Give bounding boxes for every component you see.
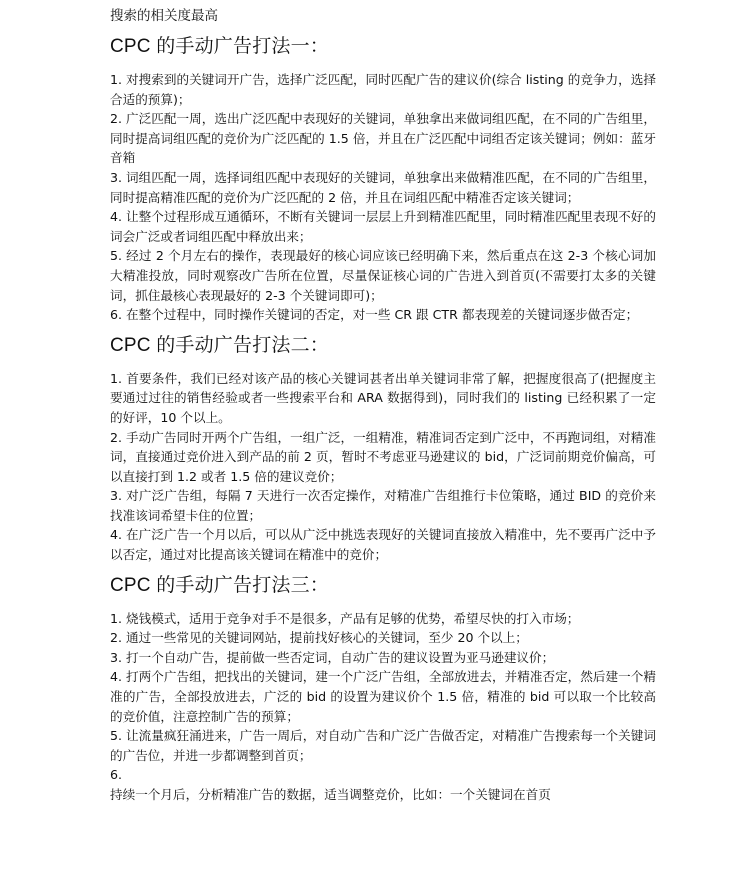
list-item: 1. 烧钱模式，适用于竞争对手不是很多，产品有足够的优势，希望尽快的打入市场；	[110, 610, 580, 626]
list-item: 6.	[110, 767, 123, 783]
list-item: 2. 广泛匹配一周，选出广泛匹配中表现好的关键词，单独拿出来做词组匹配，在不同的广告组里，同时提高词组匹配的竞价为广泛匹配的 1.5 倍，并且在广泛匹配中词组否定该关键词；例如：蓝牙音箱	[110, 111, 656, 166]
list-item: 5. 经过 2 个月左右的操作，表现最好的核心词应该已经明确下来，然后重点在这 2-3 个核心词加大精准投放，同时观察改广告所在位置，尽量保证核心词的广告进入到首页(不需要打太多的关键词，抓住最核心表现最好的 2-3 个关键词即可)；	[110, 248, 656, 303]
list-item: 4. 让整个过程形成互通循环，不断有关键词一层层上升到精准匹配里，同时精准匹配里表现不好的词会广泛或者词组匹配中释放出来；	[110, 209, 656, 244]
list-item: 4. 打两个广告组，把找出的关键词，建一个广泛广告组，全部放进去，并精准否定，然后建一个精准的广告，全部投放进去，广泛的 bid 的设置为建议价个 1.5 倍，精准的 bid 可以取一个比较高的竞价值，注意控制广告的预算；	[110, 669, 656, 724]
list-item: 1. 对搜索到的关键词开广告，选择广泛匹配，同时匹配广告的建议价(综合 listing 的竞争力，选择合适的预算)；	[110, 72, 656, 107]
list-item: 3. 打一个自动广告，提前做一些否定词，自动广告的建议设置为亚马逊建议价；	[110, 649, 555, 665]
list-item: 4. 在广泛广告一个月以后，可以从广泛中挑选表现好的关键词直接放入精准中，先不要再广泛中予以否定，通过对比提高该关键词在精准中的竞价；	[110, 527, 656, 563]
list-item: 6. 在整个过程中，同时操作关键词的否定，对一些 CR 跟 CTR 都表现差的关键词逐步做否定；	[110, 307, 639, 323]
section-title: CPC 的手动广告打法三：	[110, 574, 329, 596]
section-three	[110, 573, 656, 805]
list-item: 3. 对广泛广告组，每隔 7 天进行一次否定操作，对精准广告组推行卡位策略，通过 BID 的竞价来找准该词希望卡住的位置；	[110, 488, 656, 523]
list-item: 持续一个月后，分析精准广告的数据，适当调整竞价，比如：一个关键词在首页	[110, 787, 551, 802]
section-two	[110, 333, 656, 565]
list-item: 2. 通过一些常见的关键词网站，提前找好核心的关键词，至少 20 个以上；	[110, 630, 528, 646]
list-item: 2. 手动广告同时开两个广告组，一组广泛，一组精准，精准词否定到广泛中，不再跑词组，对精准词，直接通过竞价进入到产品的前 2 页，暂时不考虑亚马逊建议的 bid，广泛词前期竞价偏高，可以直接打到 1.2 或者 1.5 倍的建议竞价；	[110, 429, 656, 484]
section-one	[110, 34, 656, 325]
lead-text: 搜索的相关度最高	[110, 8, 218, 24]
list-item: 1. 首要条件，我们已经对该产品的核心关键词甚者出单关键词非常了解，把握度很高了(把握度主要通过过往的销售经验或者一些搜索平台和 ARA 数据得到)，同时我们的 listing 已经积累了一定的好评，10 个以上。	[110, 370, 656, 425]
section-title: CPC 的手动广告打法一：	[110, 36, 329, 57]
list-item: 3. 词组匹配一周，选择词组匹配中表现好的关键词，单独拿出来做精准匹配，在不同的广告组里，同时提高精准匹配的竞价为广泛匹配的 2 倍，并且在词组匹配中精准否定该关键词；	[110, 169, 656, 205]
section-title: CPC 的手动广告打法二：	[110, 334, 329, 356]
list-item: 5. 让流量疯狂涌进来，广告一周后，对自动广告和广泛广告做否定，对精准广告搜索每一个关键词的广告位，并进一步都调整到首页；	[110, 728, 656, 763]
